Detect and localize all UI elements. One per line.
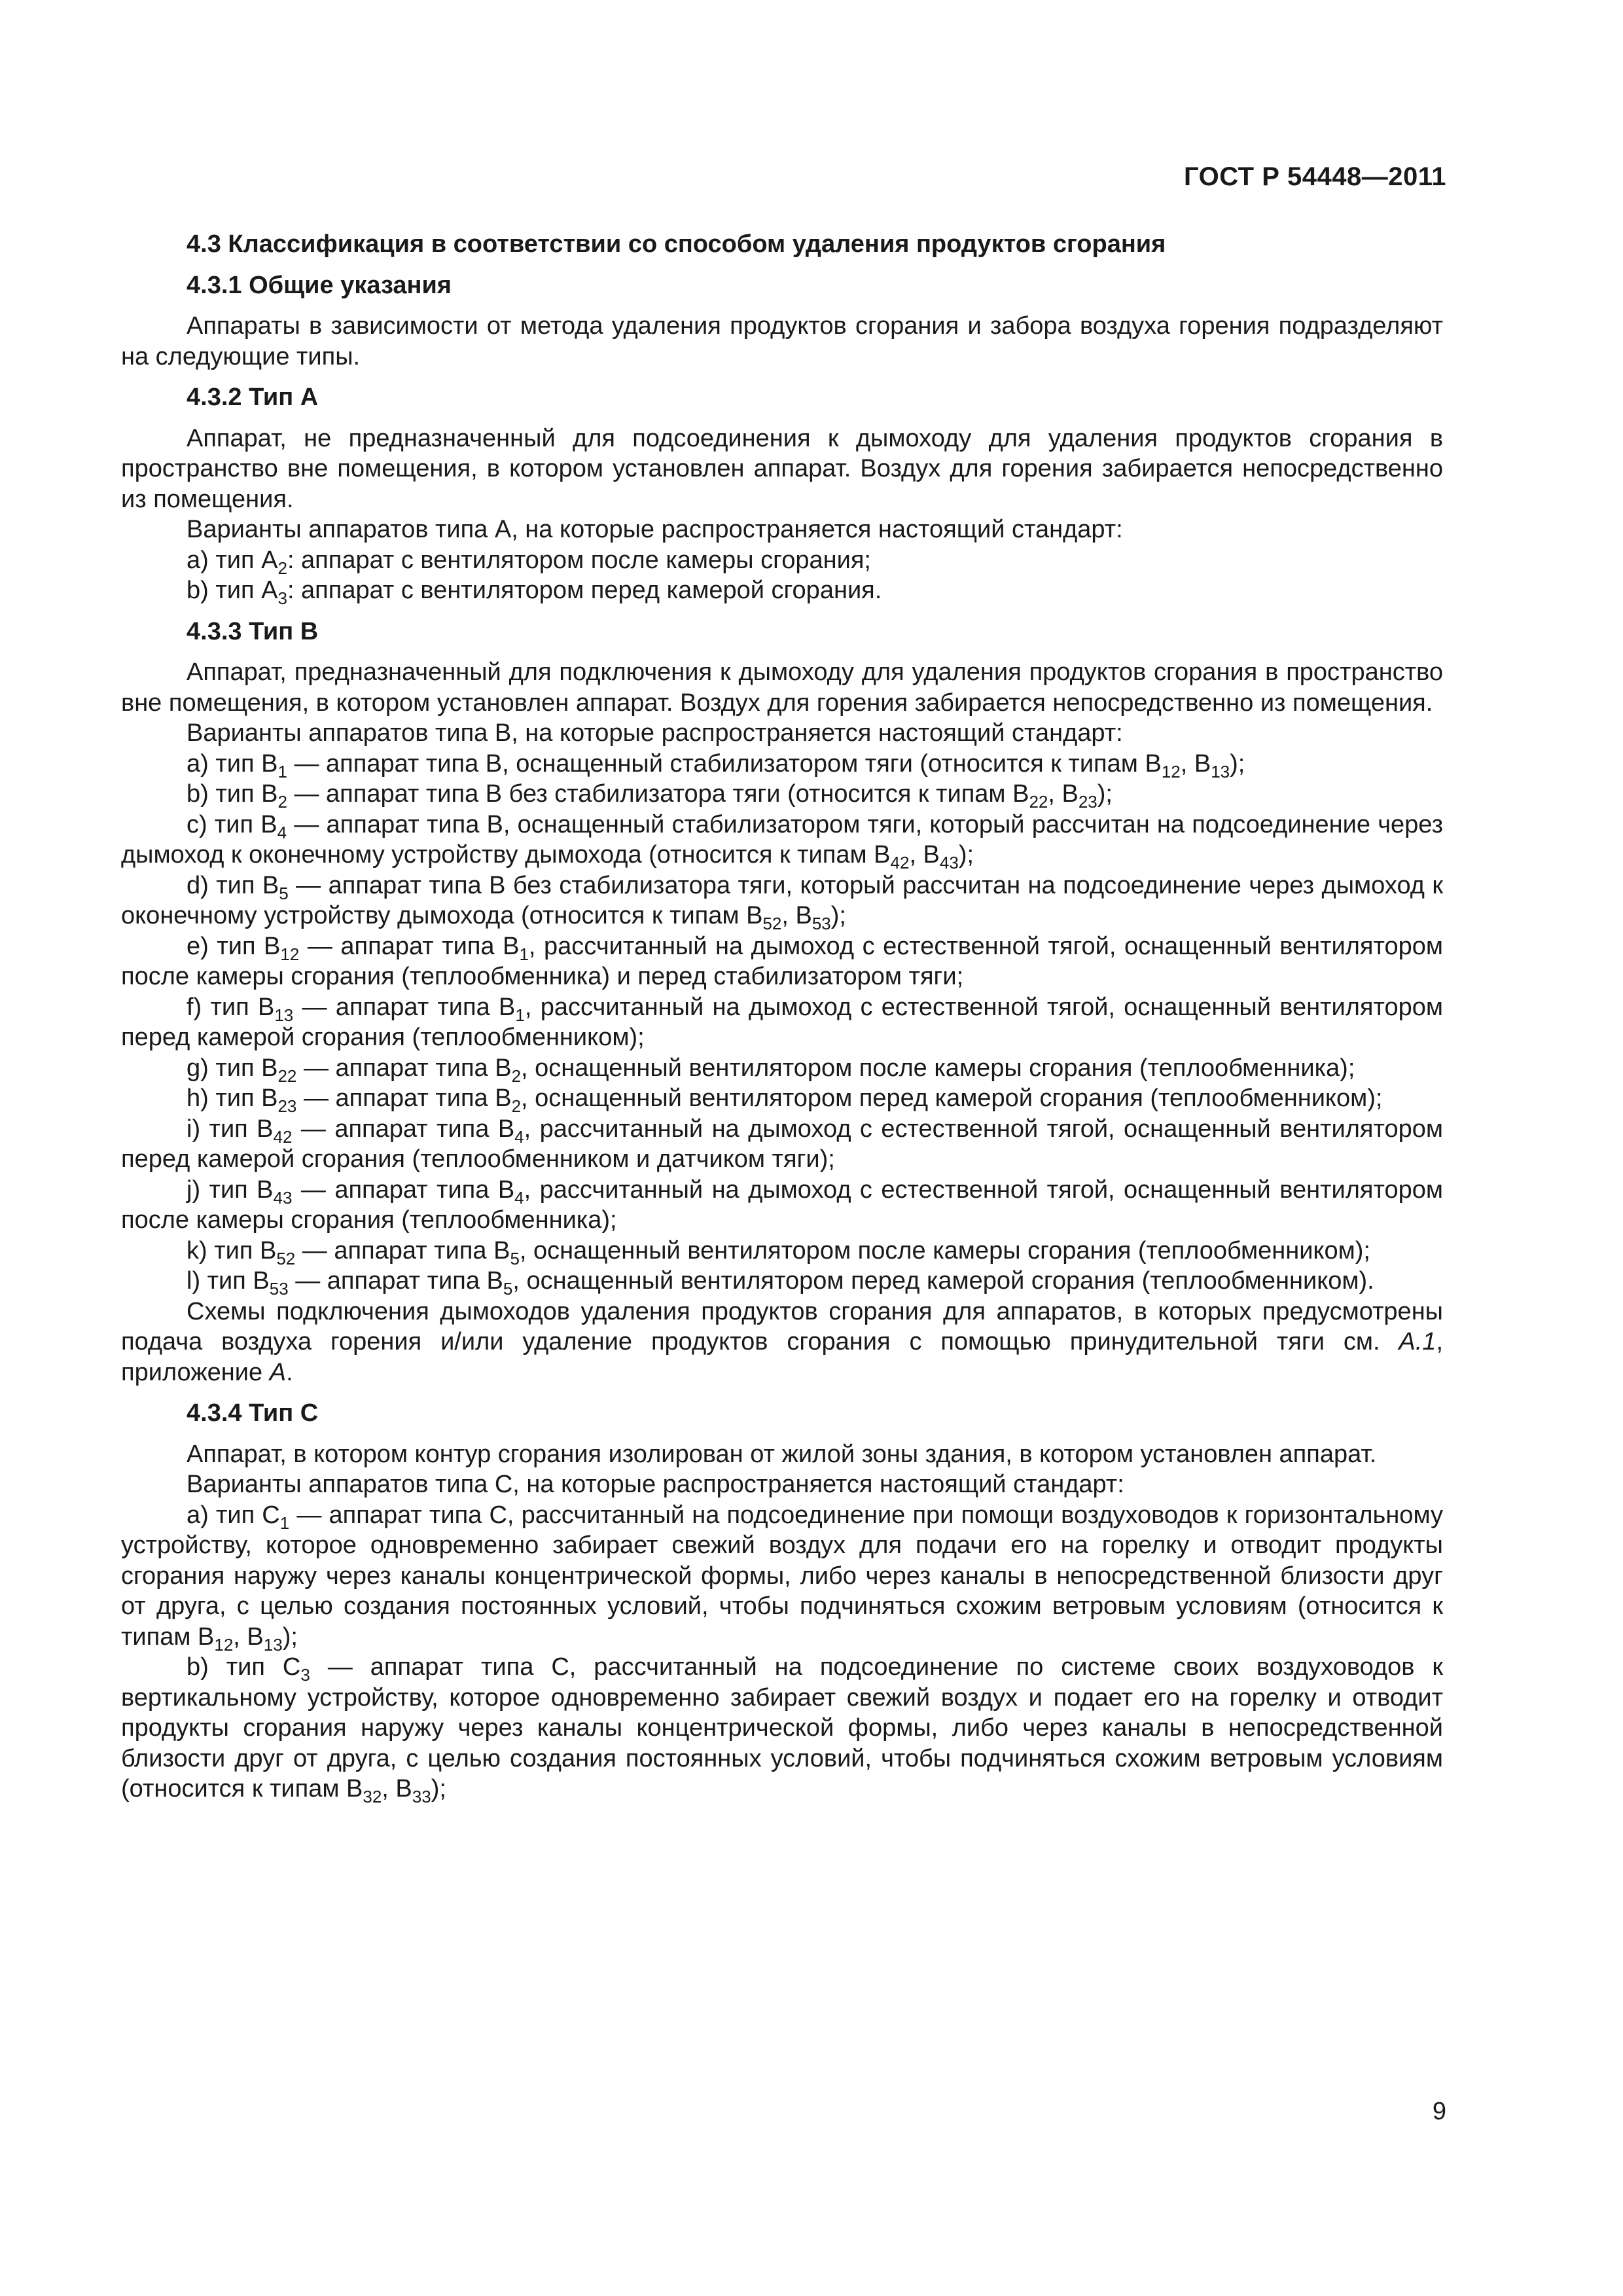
paragraph: Схемы подключения дымоходов удаления продуктов сгорания для аппаратов, в которых предусмотрены подача воздуха горения и/или удаление продуктов сгорания с помощью принудительной тяги см. А.1, приложение А.: [121, 1297, 1443, 1386]
paragraph: Аппарат, не предназначенный для подсоединения к дымоходу для удаления продуктов сгорания в пространство вне помещения, в котором установлен аппарат. Воздух для горения забирается непосредственно из помещения.: [121, 424, 1443, 513]
paragraph: b) тип $В_2$ — аппарат типа В без стабилизатора тяги (относится к типам $В_{22}$, $В_{23}$);: [187, 780, 1113, 812]
section-heading: 4.3 Классификация в соответствии со способом удаления продуктов сгорания: [187, 230, 1166, 258]
paragraph: j) тип $В_{43}$ — аппарат типа $В_4$, рассчитанный на дымоход с естественной тягой, оснащенный вентилятором после камеры сгорания (теплообменника);: [121, 1175, 1443, 1234]
paragraph: i) тип $В_{42}$ — аппарат типа $В_4$, рассчитанный на дымоход с естественной тягой, оснащенный вентилятором перед камерой сгорания (теплообменником и датчиком тяги);: [121, 1115, 1443, 1173]
paragraph: Аппараты в зависимости от метода удаления продуктов сгорания и забора воздуха горения подразделяют на следующие типы.: [121, 312, 1443, 370]
paragraph: e) тип $В_{12}$ — аппарат типа $В_1$, рассчитанный на дымоход с естественной тягой, оснащенный вентилятором после камеры сгорания (теплообменника) и перед стабилизатором тяги;: [121, 932, 1443, 990]
paragraph: a) тип $А_2$: аппарат с вентилятором после камеры сгорания;: [187, 546, 871, 578]
paragraph: Аппарат, предназначенный для подключения к дымоходу для удаления продуктов сгорания в пространство вне помещения, в котором установлен аппарат. Воздух для горения забирается непосредственно из помещения.: [121, 658, 1443, 717]
document-code-header: ГОСТ Р 54448—2011: [1184, 162, 1446, 191]
paragraph: Варианты аппаратов типа В, на которые распространяется настоящий стандарт:: [187, 719, 1123, 747]
document-body: [121, 229, 1443, 1804]
paragraph: Варианты аппаратов типа А, на которые распространяется настоящий стандарт:: [187, 516, 1123, 543]
paragraph: k) тип $В_{52}$ — аппарат типа $В_5$, оснащенный вентилятором после камеры сгорания (теплообменником);: [187, 1236, 1370, 1268]
paragraph: g) тип $В_{22}$ — аппарат типа $В_2$, оснащенный вентилятором после камеры сгорания (теплообменника);: [187, 1054, 1355, 1086]
paragraph: a) тип $В_1$ — аппарат типа В, оснащенный стабилизатором тяги (относится к типам $В_{12}$, $В_{13}$);: [187, 749, 1245, 781]
paragraph: h) тип $В_{23}$ — аппарат типа $В_2$, оснащенный вентилятором перед камерой сгорания (теплообменником);: [187, 1085, 1383, 1116]
paragraph: Аппарат, в котором контур сгорания изолирован от жилой зоны здания, в котором установлен аппарат.: [187, 1440, 1377, 1468]
paragraph: d) тип $В_5$ — аппарат типа В без стабилизатора тяги, который рассчитан на подсоединение через дымоход к оконечному устройству дымохода (относится к типам $В_{52}$, $В_{53}$);: [121, 871, 1443, 933]
paragraph: a) тип $С_1$ — аппарат типа С, рассчитанный на подсоединение при помощи воздуховодов к горизонтальному устройству, которое одновременно забирает свежий воздух для подачи его на горелку и отводит продукты сгорания наружу через каналы концентрической формы, либо через каналы в непосредственной близости друг от друга, с целью создания постоянных условий, чтобы подчиняться схожим ветровым условиям (относится к типам $В_{12}$, $В_{13}$);: [121, 1501, 1443, 1655]
section-heading: 4.3.2 Тип А: [187, 384, 319, 411]
paragraph: l) тип $В_{53}$ — аппарат типа $В_5$, оснащенный вентилятором перед камерой сгорания (теплообменником).: [187, 1267, 1374, 1299]
paragraph: f) тип $В_{13}$ — аппарат типа $В_1$, рассчитанный на дымоход с естественной тягой, оснащенный вентилятором перед камерой сгорания (теплообменником);: [121, 993, 1443, 1051]
section-heading: 4.3.3 Тип В: [187, 617, 319, 645]
page-number: 9: [1432, 2098, 1446, 2125]
paragraph: Варианты аппаратов типа С, на которые распространяется настоящий стандарт:: [187, 1471, 1124, 1498]
section-heading: 4.3.1 Общие указания: [187, 271, 452, 299]
paragraph: b) тип $С_3$ — аппарат типа С, рассчитанный на подсоединение по системе своих воздуховодов к вертикальному устройству, которое одновременно забирает свежий воздух и подает его на горелку и отводит продукты сгорания наружу через каналы концентрической формы, либо через каналы в непосредственной близости друг от друга, с целью создания постоянных условий, чтобы подчиняться схожим ветровым условиям (относится к типам $В_{32}$, $В_{33}$);: [121, 1653, 1444, 1806]
section-heading: 4.3.4 Тип С: [187, 1399, 319, 1427]
paragraph: b) тип $А_3$: аппарат с вентилятором перед камерой сгорания.: [187, 577, 882, 608]
paragraph: c) тип $В_4$ — аппарат типа В, оснащенный стабилизатором тяги, который рассчитан на подсоединение через дымоход к оконечному устройству дымохода (относится к типам $В_{42}$, $В_{43}$);: [121, 810, 1444, 872]
